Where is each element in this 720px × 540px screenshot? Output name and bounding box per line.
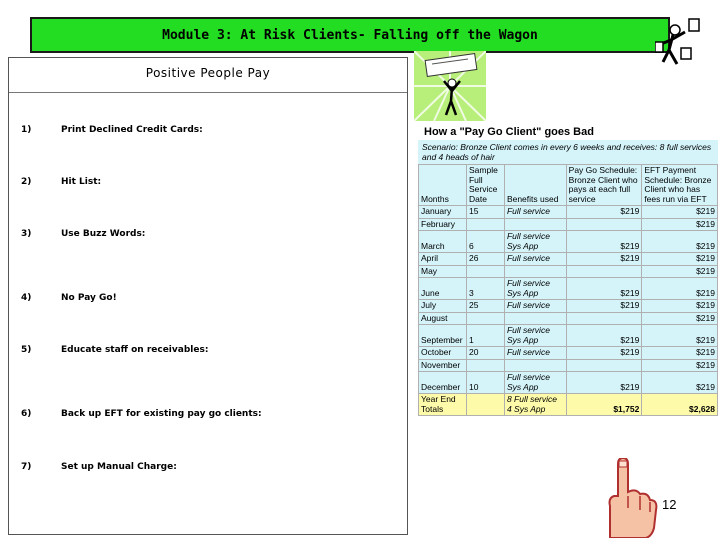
cell-paygo: $219 [566,278,642,300]
total-paygo: $1,752 [566,394,642,416]
table-row [419,278,718,300]
step-number: 3) [21,229,32,239]
cell-eft: $219 [642,300,718,313]
cell-paygo: $219 [566,231,642,253]
table-row [419,253,718,266]
table-row [419,347,718,360]
credit-card-illustration [414,51,486,121]
cell-date [466,218,504,231]
pay-go-table-section [418,124,718,416]
step-number: 1) [21,125,32,135]
cell-benefits: Full service Sys App [504,231,566,253]
step-number: 4) [21,293,32,303]
step-text: Set up Manual Charge: [61,462,177,472]
pointing-finger-icon [592,458,664,538]
cell-benefits: Full service [504,347,566,360]
cell-eft: $219 [642,359,718,372]
cell-date: 6 [466,231,504,253]
cell-paygo: $219 [566,253,642,266]
cell-eft: $219 [642,218,718,231]
cell-paygo: $219 [566,206,642,219]
cell-date [466,359,504,372]
total-benefits [504,394,566,416]
table-row [419,231,718,253]
header-paygo: Pay Go Schedule: Bronze Client who pays at each full service [566,165,642,206]
cell-paygo [566,218,642,231]
cell-date: 25 [466,300,504,313]
table-row [419,325,718,347]
cell-benefits: Full service Sys App [504,372,566,394]
cell-date: 1 [466,325,504,347]
page-number: 12 [662,497,677,512]
cell-month: November [419,359,467,372]
cell-benefits: Full service [504,206,566,219]
total-benefits-line2: 4 Sys App [506,403,546,414]
step-text: No Pay Go! [61,293,117,303]
step-number: 5) [21,345,32,355]
cell-benefits: Full service Sys App [504,278,566,300]
table-row [419,312,718,325]
table-row [419,300,718,313]
cell-paygo: $219 [566,325,642,347]
table-row [419,206,718,219]
step-text: Use Buzz Words: [61,229,146,239]
cell-paygo [566,312,642,325]
cell-date [466,312,504,325]
cell-date: 15 [466,206,504,219]
step-text: Back up EFT for existing pay go clients: [61,409,262,419]
cell-benefits: Full service [504,300,566,313]
step-number: 2) [21,177,32,187]
running-figure-icon [655,16,705,74]
module-title: Module 3: At Risk Clients- Falling off the Wagon [162,27,538,43]
step-number: 6) [21,409,32,419]
total-benefits-line1: 8 Full service [506,394,558,404]
cell-eft: $219 [642,231,718,253]
table-header-row [419,165,718,206]
module-title-banner [30,17,670,53]
person-with-card-icon [414,51,486,121]
step-text: Hit List: [61,177,102,187]
cell-month: December [419,372,467,394]
header-benefits: Benefits used [504,165,566,206]
total-label-line1: Year End [421,394,456,404]
cell-paygo: $219 [566,300,642,313]
cell-month: October [419,347,467,360]
cell-month: April [419,253,467,266]
header-date: Sample Full Service Date [466,165,504,206]
cell-month: February [419,218,467,231]
cell-benefits [504,218,566,231]
table-row [419,218,718,231]
cell-eft: $219 [642,325,718,347]
cell-month: May [419,265,467,278]
table-title: How a "Pay Go Client" goes Bad [418,124,718,140]
payment-schedule-table [418,164,718,416]
cell-benefits [504,312,566,325]
total-label-line2: Totals [421,403,444,414]
cell-date: 3 [466,278,504,300]
cell-month: March [419,231,467,253]
cell-benefits [504,265,566,278]
cell-benefits [504,359,566,372]
table-row [419,265,718,278]
header-months: Months [419,165,467,206]
total-label [419,394,467,416]
cell-month: July [419,300,467,313]
cell-paygo [566,265,642,278]
total-date [466,394,504,416]
header-eft: EFT Payment Schedule: Bronze Client who has fees run via EFT [642,165,718,206]
divider [9,92,407,93]
positive-people-pay-panel [8,57,408,535]
cell-month: January [419,206,467,219]
cell-benefits: Full service [504,253,566,266]
cell-benefits: Full service Sys App [504,325,566,347]
cell-month: September [419,325,467,347]
table-row [419,359,718,372]
cell-paygo [566,359,642,372]
cell-eft: $219 [642,265,718,278]
cell-date: 10 [466,372,504,394]
cell-paygo: $219 [566,347,642,360]
step-number: 7) [21,462,32,472]
table-row [419,372,718,394]
step-text: Educate staff on receivables: [61,345,209,355]
cell-date [466,265,504,278]
cell-eft: $219 [642,253,718,266]
cell-date: 26 [466,253,504,266]
totals-row [419,394,718,416]
cell-month: August [419,312,467,325]
cell-month: June [419,278,467,300]
cell-eft: $219 [642,312,718,325]
cell-paygo: $219 [566,372,642,394]
scenario-text: Scenario: Bronze Client comes in every 6 weeks and receives: 8 full services and 4 heads of hair [418,140,718,164]
cell-eft: $219 [642,372,718,394]
total-eft: $2,628 [642,394,718,416]
cell-eft: $219 [642,278,718,300]
panel-subtitle: Positive People Pay [145,66,271,80]
cell-date: 20 [466,347,504,360]
table-body [419,206,718,394]
step-text: Print Declined Credit Cards: [61,125,203,135]
cell-eft: $219 [642,347,718,360]
cell-eft: $219 [642,206,718,219]
